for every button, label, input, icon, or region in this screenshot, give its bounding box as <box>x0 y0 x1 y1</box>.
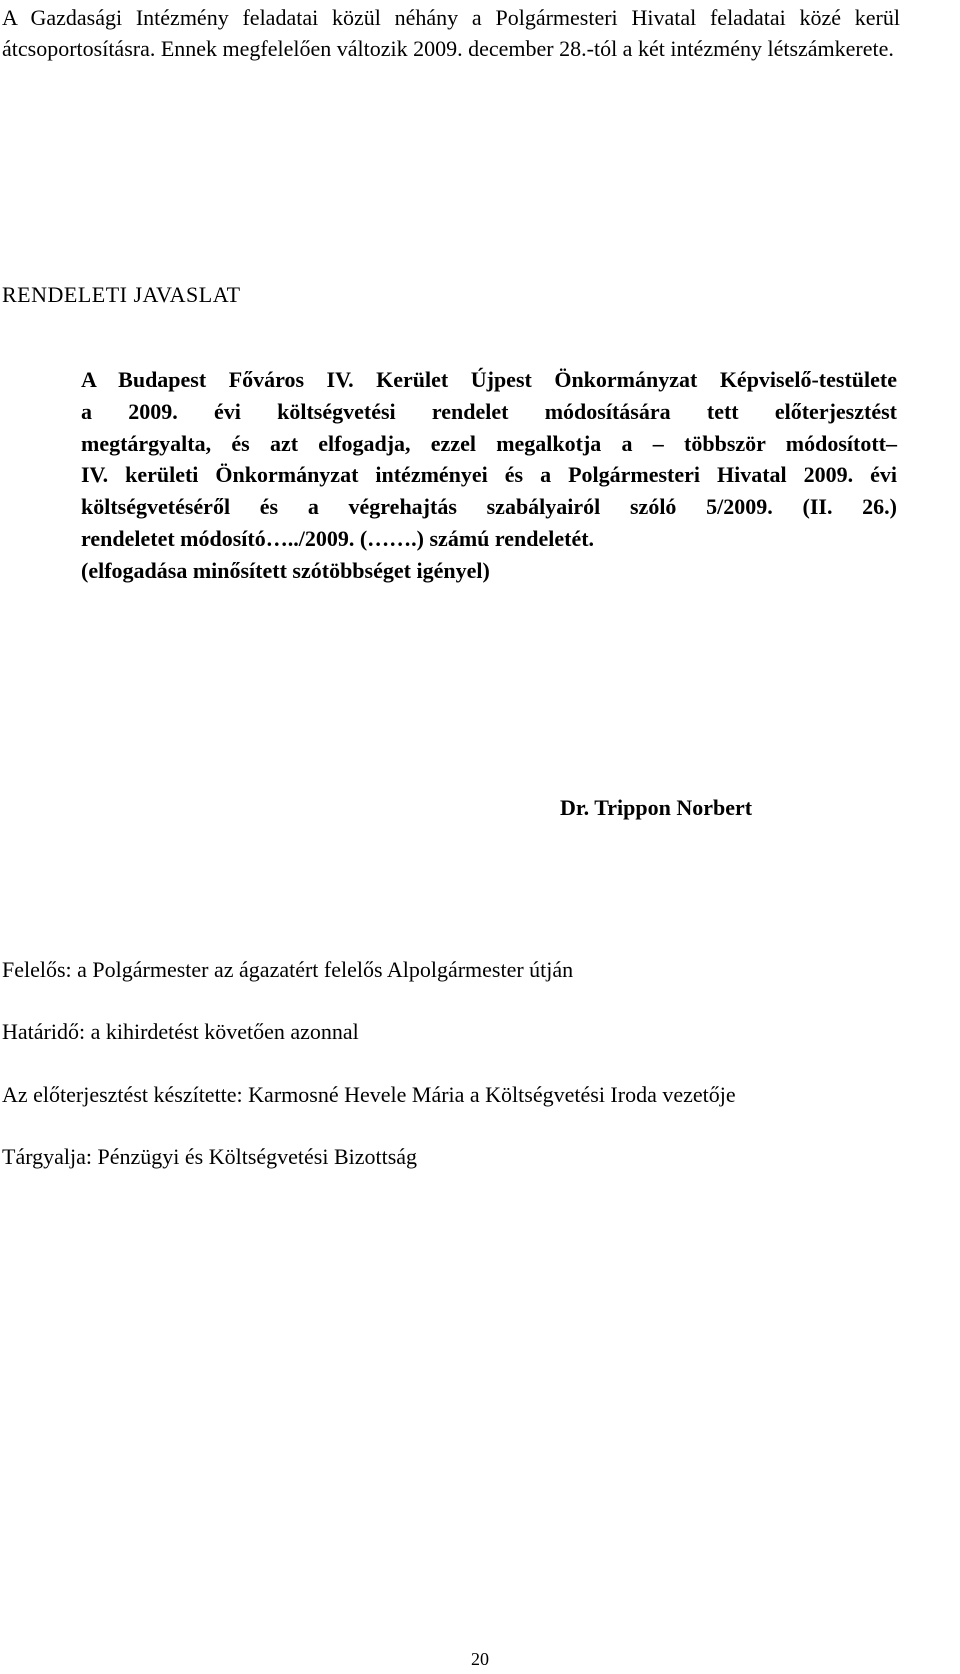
intro-paragraph: A Gazdasági Intézmény feladatai közül néhány a Polgármesteri Hivatal feladatai közé kerül átcsoportosításra. Ennek megfelelően változik 2009. december 28.-tól a két intézmény létszámkerete. <box>2 5 900 61</box>
resolution-line: rendeletet módosító…../2009. (…….) számú rendeletét. <box>81 525 595 551</box>
resolution-line: IV. kerületi Önkormányzat intézményei és a Polgármesteri Hivatal 2009. évi <box>81 462 897 488</box>
deadline-line: Határidő: a kihirdetést követően azonnal <box>2 1019 359 1044</box>
resolution-line: A Budapest Főváros IV. Kerület Újpest Önkormányzat Képviselő-testülete <box>81 367 897 392</box>
resolution-line: megtárgyalta, és azt elfogadja, ezzel megalkotja a – többször módosított– <box>81 430 897 456</box>
resolution-note: (elfogadása minősített szótöbbséget igényel) <box>81 557 490 583</box>
responsible-line: Felelős: a Polgármester az ágazatért felelős Alpolgármester útján <box>2 957 574 982</box>
signatory-name: Dr. Trippon Norbert <box>560 795 753 820</box>
resolution-line: költségvetéséről és a végrehajtás szabályairól szóló 5/2009. (II. 26.) <box>81 494 897 520</box>
resolution-line: a 2009. évi költségvetési rendelet módosítására tett előterjesztést <box>81 398 897 424</box>
resolution-block <box>81 364 897 587</box>
section-heading: RENDELETI JAVASLAT <box>2 282 241 307</box>
page-number: 20 <box>471 1649 489 1669</box>
prepared-by-line: Az előterjesztést készítette: Karmosné Hevele Mária a Költségvetési Iroda vezetője <box>2 1082 736 1107</box>
discussed-by-line: Tárgyalja: Pénzügyi és Költségvetési Bizottság <box>2 1144 418 1169</box>
